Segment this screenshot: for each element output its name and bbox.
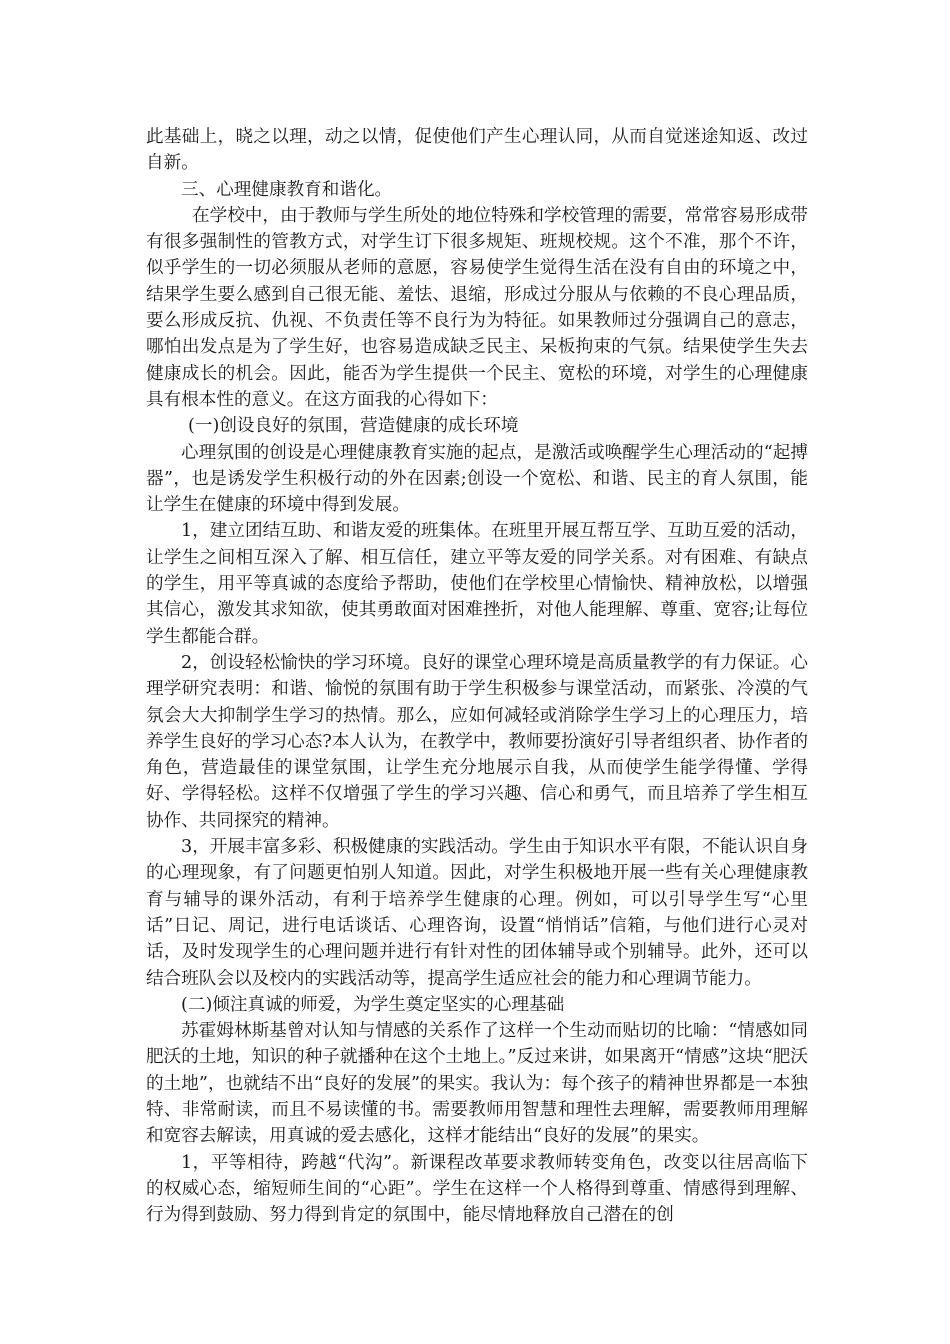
section-heading: 三、心理健康教育和谐化。 xyxy=(181,179,393,200)
subsection-heading-1: (一)创设良好的氛围，营造健康的成长环境 xyxy=(188,416,519,437)
paragraph-equality: 1，平等相待，跨越“代沟”。新课程改革要求教师转变角色，改变以往居高临下的权威心态，缩短师生间的“心距”。学生在这样一个人格得到尊重、情感得到理解、行为得到鼓励、努力得到肯定的氛围中，能尽情地释放自己潜在的创 xyxy=(146,1152,808,1226)
subsection-heading-2: (二)倾注真诚的师爱，为学生奠定坚实的心理基础 xyxy=(181,994,565,1015)
paragraph-continuation: 此基础上，晓之以理，动之以情，促使他们产生心理认同，从而自觉迷途知返、改过自新。 xyxy=(146,127,808,174)
paragraph-intro: 在学校中，由于教师与学生所处的地位特殊和学校管理的需要，常常容易形成带有很多强制性的管教方式，对学生订下很多规矩、班规校规。这个不准，那个不许，似乎学生的一切必须服从老师的意愿，容易使学生觉得生活在没有自由的环境之中，结果学生要么感到自己很无能、羞怯、退缩，形成过分服从与依赖的不良心理品质，要么形成反抗、仇视、不负责任等不良行为为特征。如果教师过分强调自己的意志，哪怕出发点是为了学生好，也容易造成缺乏民主、呆板拘束的气氛。结果使学生失去健康成长的机会。因此，能否为学生提供一个民主、宽松的环境，对学生的心理健康具有根本性的意义。在这方面我的心得如下： xyxy=(146,205,808,410)
document-body xyxy=(146,124,808,1228)
paragraph-point-1: 1，建立团结互助、和谐友爱的班集体。在班里开展互帮互学、互助互爱的活动，让学生之间相互深入了解、相互信任，建立平等友爱的同学关系。对有困难、有缺点的学生，用平等真诚的态度给予帮助，使他们在学校里心情愉快、精神放松，以增强其信心，激发其求知欲，使其勇敢面对困难挫折，对他人能理解、尊重、宽容;让每位学生都能合群。 xyxy=(146,521,808,647)
paragraph-point-3: 3，开展丰富多彩、积极健康的实践活动。学生由于知识水平有限，不能认识自身的心理现象，有了问题更怕别人知道。因此，对学生积极地开展一些有关心理健康教育与辅导的课外活动，有利于培养学生健康的心理。例如，可以引导学生写“心里话”日记、周记，进行电话谈话、心理咨询，设置“悄悄话”信箱，与他们进行心灵对话，及时发现学生的心理问题并进行有针对性的团体辅导或个别辅导。此外，还可以结合班队会以及校内的实践活动等，提高学生适应社会的能力和心理调节能力。 xyxy=(146,837,808,989)
paragraph-sukhomlinsky: 苏霍姆林斯基曾对认知与情感的关系作了这样一个生动而贴切的比喻：“情感如同肥沃的土地，知识的种子就播种在这个土地上。”反过来讲，如果离开“情感”这块“肥沃的土地”，也就结不出“良好的发展”的果实。我认为：每个孩子的精神世界都是一本独特、非常耐读，而且不易读懂的书。需要教师用智慧和理性去理解，需要教师用理解和宽容去解读，用真诚的爱去感化，这样才能结出“良好的发展”的果实。 xyxy=(146,1021,808,1147)
paragraph-point-2: 2，创设轻松愉快的学习环境。良好的课堂心理环境是高质量教学的有力保证。心理学研究表明：和谐、愉悦的氛围有助于学生积极参与课堂活动，而紧张、冷漠的气氛会大大抑制学生学习的热情。那么，应如何减轻或消除学生学习上的心理压力，培养学生良好的学习心态?本人认为，在教学中，教师要扮演好引导者组织者、协作者的角色，营造最佳的课堂氛围，让学生充分地展示自我，从而使学生能学得懂、学得好、学得轻松。这样不仅增强了学生的学习兴趣、信心和勇气，而且培养了学生相互协作、共同探究的精神。 xyxy=(146,652,808,831)
paragraph-atmosphere: 心理氛围的创设是心理健康教育实施的起点，是激活或唤醒学生心理活动的“起搏器”，也是诱发学生积极行动的外在因素;创设一个宽松、和谐、民主的育人氛围，能让学生在健康的环境中得到发展。 xyxy=(146,442,808,516)
